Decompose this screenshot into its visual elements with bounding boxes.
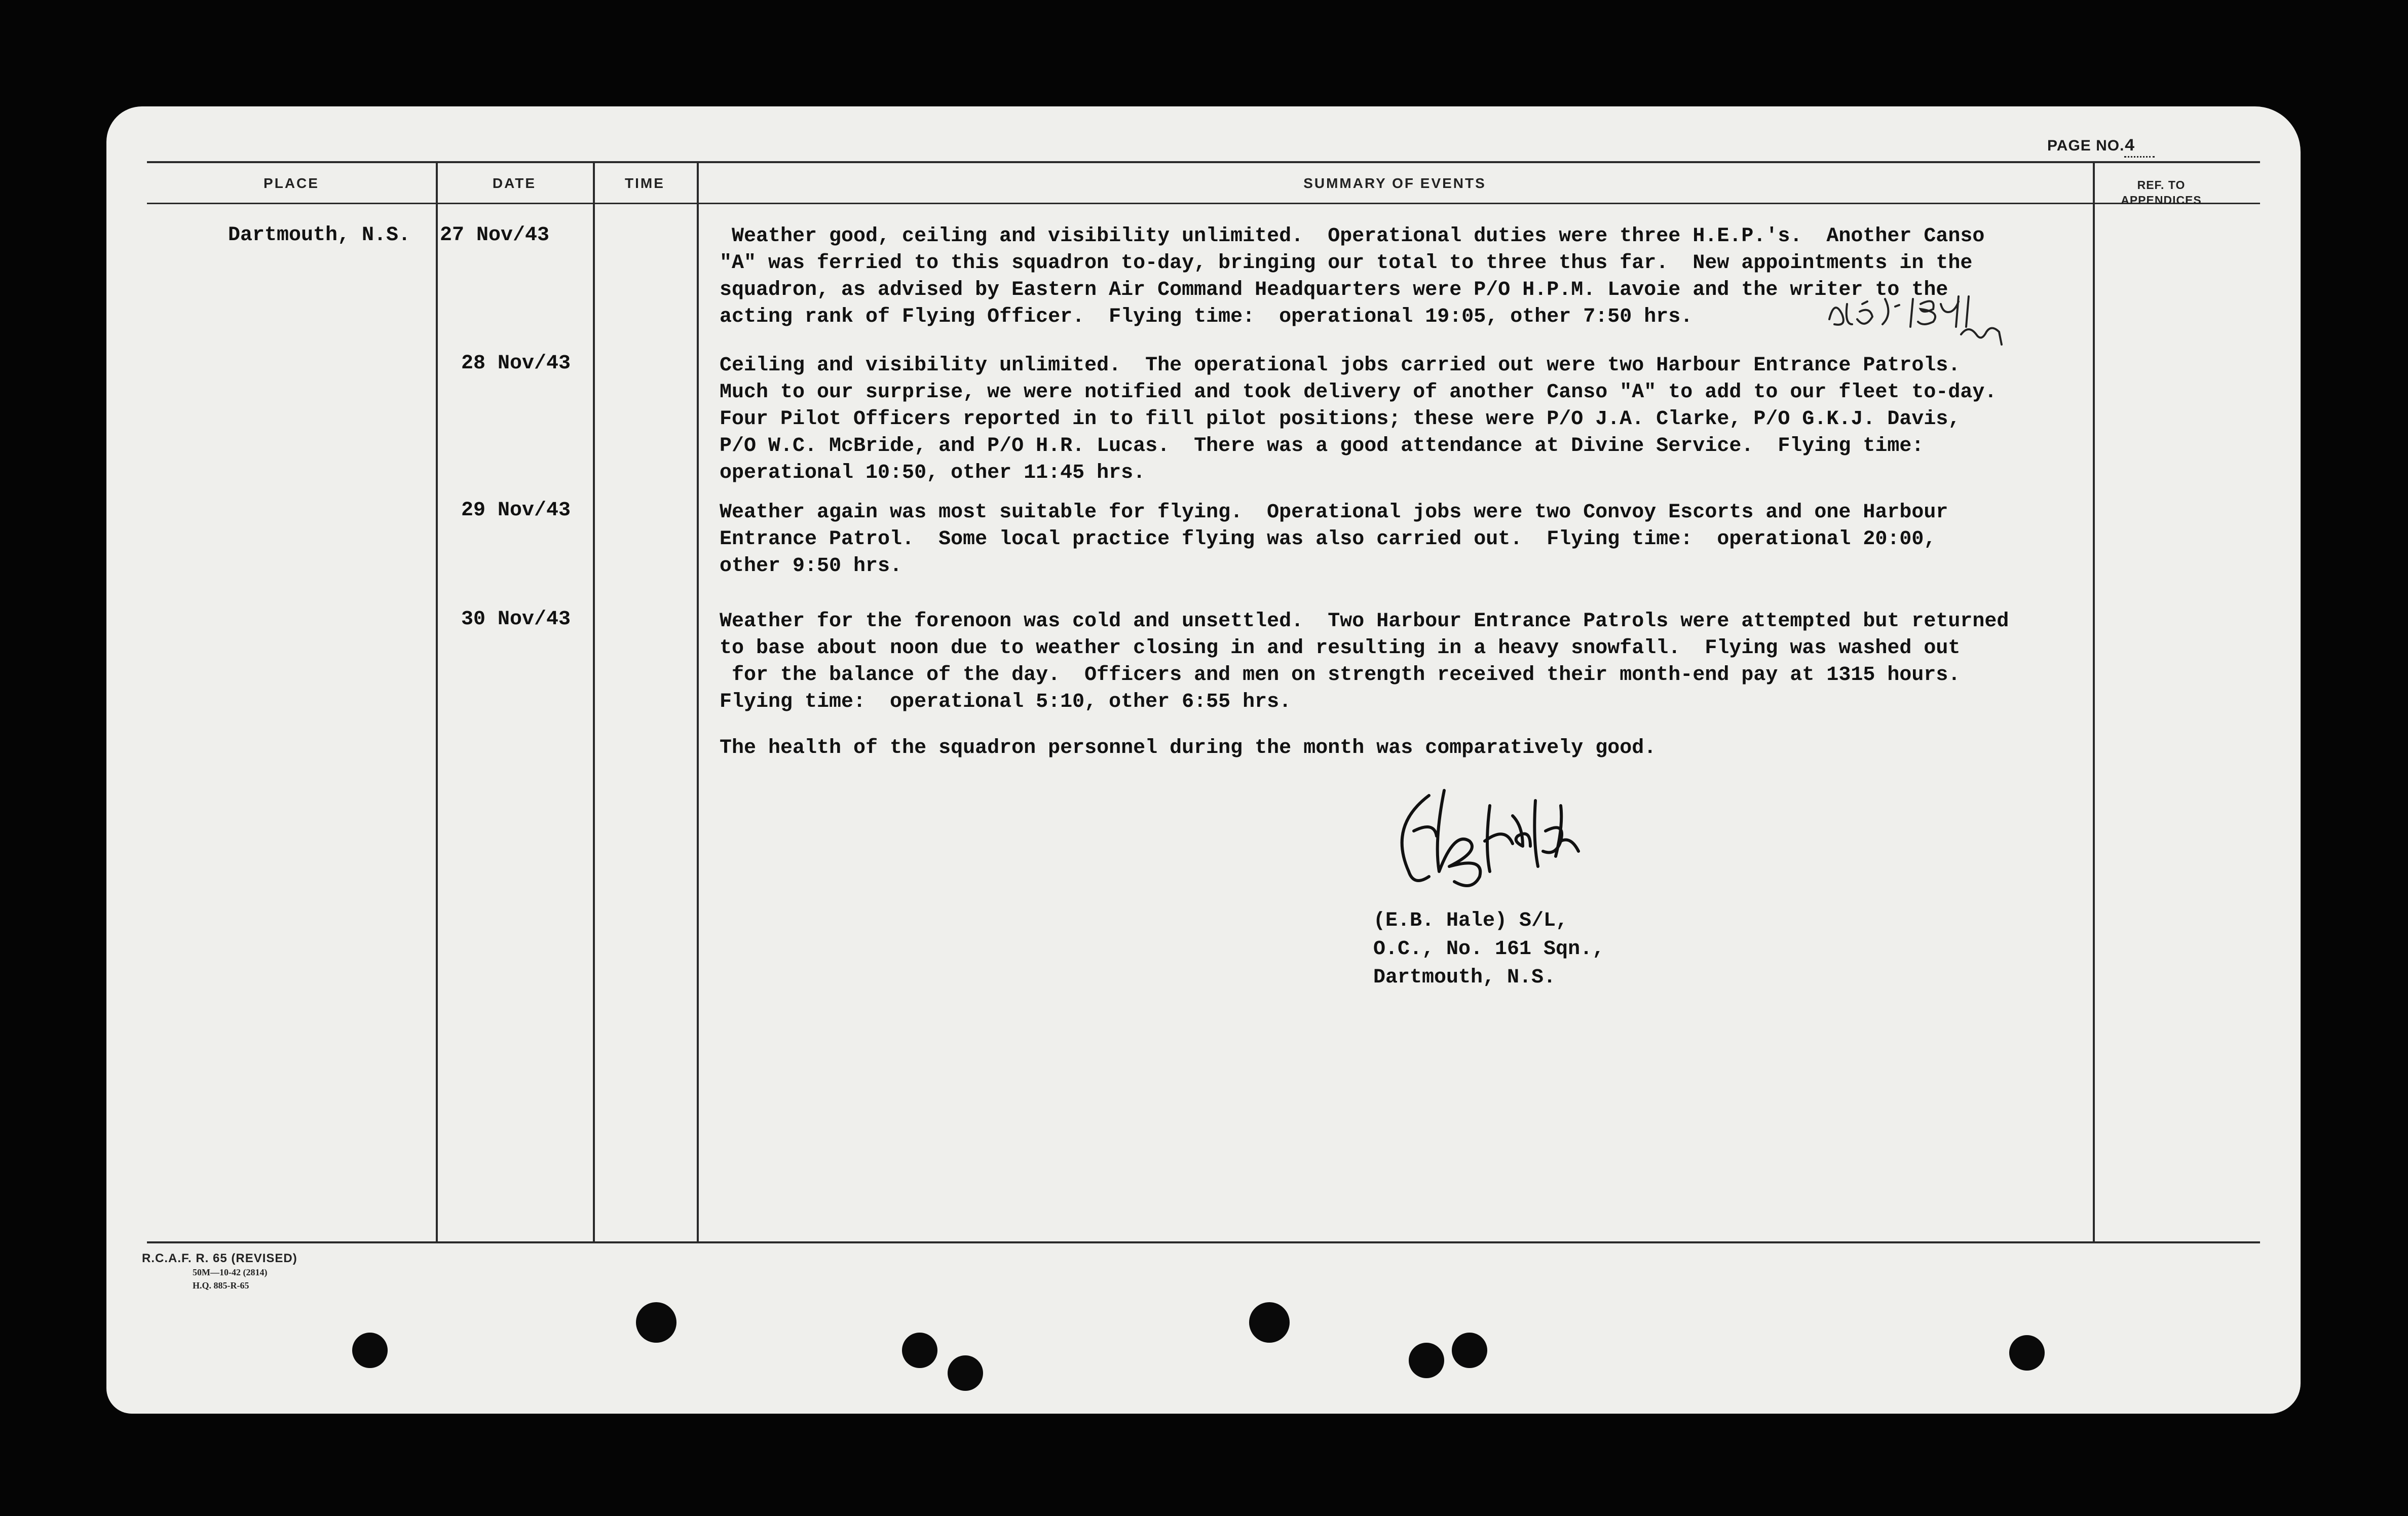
print-run: 50M—10-42 (2814) xyxy=(193,1267,268,1277)
handwritten-annotation xyxy=(1824,284,2017,355)
column-header-time: TIME xyxy=(625,175,665,191)
column-header-date: DATE xyxy=(492,175,537,191)
entry-summary-4: Weather for the forenoon was cold and unsettled. Two Harbour Entrance Patrols were attempted but returned to base about noon due to weather closing in and resulting in a heavy snowfall. Flying was washed out for the balance of the day. Officers and men on strength received their month-end pay at 1315 hours. Flying time: operational 5:10, other 6:55 hrs. xyxy=(720,610,2009,713)
punch-hole xyxy=(948,1355,983,1391)
column-header-ref-appendices xyxy=(2100,177,2222,208)
place-cell: Dartmouth, N.S. xyxy=(228,224,411,247)
form-number: R.C.A.F. R. 65 (REVISED) xyxy=(142,1252,297,1265)
page-number xyxy=(2047,137,2155,158)
entry-date-4: 30 Nov/43 xyxy=(461,608,571,631)
punch-hole xyxy=(636,1302,676,1343)
record-card xyxy=(106,106,2301,1414)
table-bottom-rule xyxy=(147,1241,2260,1243)
entry-summary-2: Ceiling and visibility unlimited. The operational jobs carried out were two Harbour Entrance Patrols. Much to our surprise, we were notified and took delivery of another Canso "A" to add to our fleet to-day. Four Pilot Officers reported in to fill pilot positions; these were P/O J.A. Clarke, P/O G.K.J. Davis, P/O W.C. McBride, and P/O H.R. Lucas. There was a good attendance at Divine Service. Flying time: operational 10:50, other 11:45 hrs. xyxy=(720,354,1997,484)
column-header-summary: SUMMARY OF EVENTS xyxy=(1303,175,1486,191)
signature-block: (E.B. Hale) S/L, O.C., No. 161 Sqn., Dartmouth, N.S. xyxy=(1373,909,1605,989)
entry-date-2: 28 Nov/43 xyxy=(461,352,571,375)
ref-header-text: REF. TO APPENDICES xyxy=(2121,178,2202,207)
punch-hole xyxy=(1249,1302,1290,1343)
table-top-rule xyxy=(147,161,2260,163)
header-bottom-rule xyxy=(147,203,2260,204)
signature xyxy=(1383,785,1586,912)
entry-date-3: 29 Nov/43 xyxy=(461,499,571,522)
punch-hole xyxy=(1409,1343,1444,1378)
column-divider-date-time xyxy=(593,161,595,1243)
closing-remark: The health of the squadron personnel during the month was comparatively good. xyxy=(720,737,1657,760)
page-number-label: PAGE NO. xyxy=(2047,137,2125,154)
punch-hole xyxy=(2009,1335,2045,1371)
page-number-value: 4 xyxy=(2124,137,2155,158)
entry-summary-1: Weather good, ceiling and visibility unlimited. Operational duties were three H.E.P.'s. Another Canso "A" was ferried to this squadron to-day, bringing our total to three thus far. New appointments in the squadron, as advised by Eastern Air Command Headquarters were P/O H.P.M. Lavoie and the writer to the acting rank of Flying Officer. Flying time: operational 19:05, other 7:50 hrs. xyxy=(720,225,1985,328)
column-divider-place-date xyxy=(436,161,438,1243)
column-header-place: PLACE xyxy=(264,175,319,191)
hq-reference: H.Q. 885-R-65 xyxy=(193,1280,249,1291)
punch-hole xyxy=(352,1333,388,1368)
entry-date-1: 27 Nov/43 xyxy=(440,224,550,247)
punch-hole xyxy=(902,1333,937,1368)
punch-hole xyxy=(1452,1333,1487,1368)
entry-summary-3: Weather again was most suitable for flying. Operational jobs were two Convoy Escorts and one Harbour Entrance Patrol. Some local practice flying was also carried out. Flying time: operational 20:00, other 9:50 hrs. xyxy=(720,501,1948,578)
form-identifier xyxy=(142,1252,297,1292)
column-divider-time-summary xyxy=(697,161,699,1243)
